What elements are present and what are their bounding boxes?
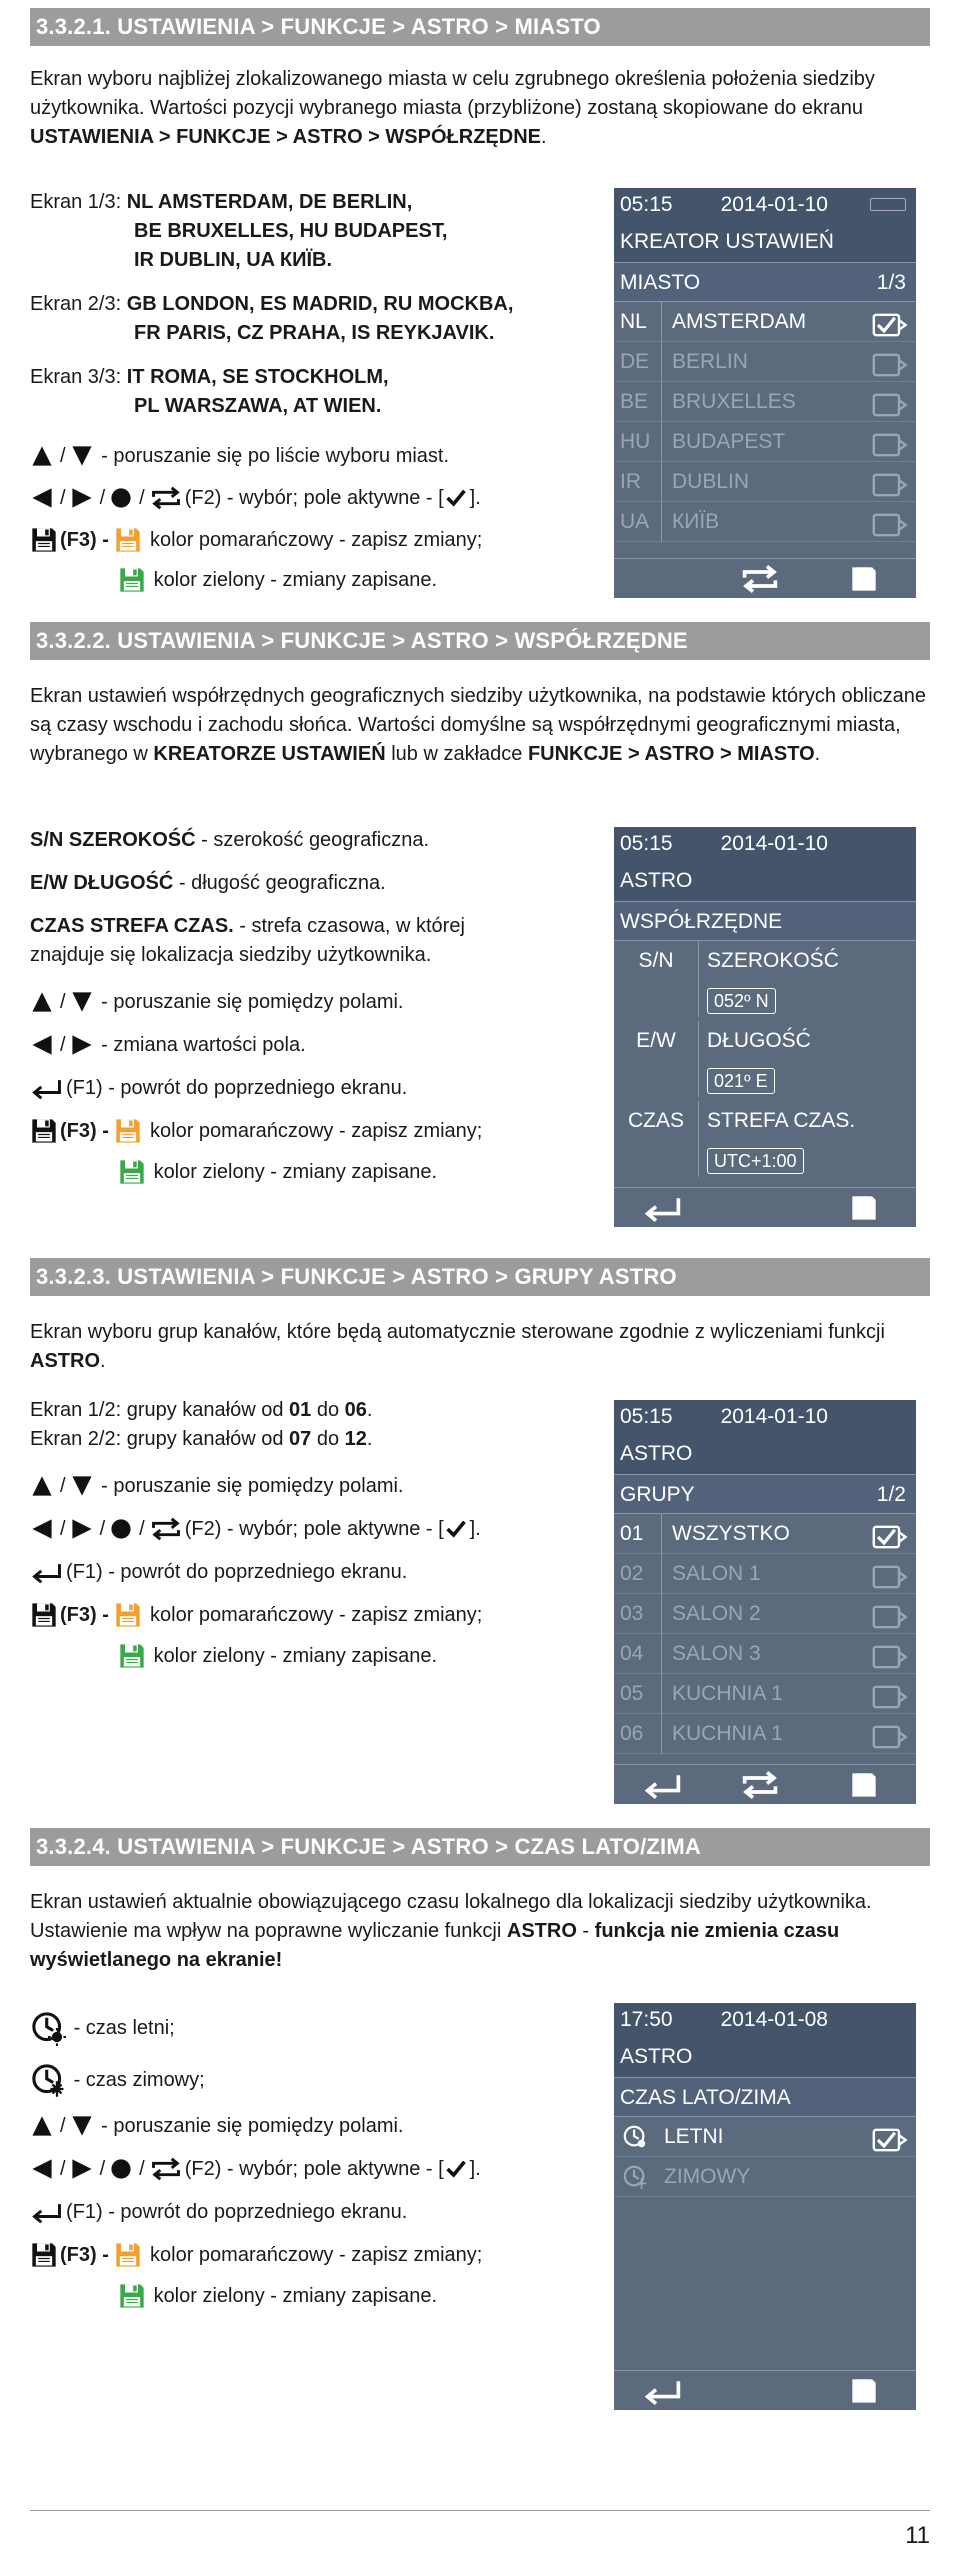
down-arrow-icon — [70, 444, 94, 468]
ok-dot-icon — [109, 2157, 133, 2181]
item-code: IR — [620, 462, 662, 502]
device-date: 2014-01-08 — [720, 2008, 828, 2031]
save-row — [30, 1599, 482, 1631]
device-softkeys — [614, 1187, 916, 1227]
tz-label-cell — [698, 1101, 855, 1177]
section-heading-grupy: 3.3.2.3. USTAWIENIA > FUNKCJE > ASTRO > GRUPY ASTRO — [30, 1258, 930, 1296]
save-orange-text: kolor pomarańczowy - zapisz zmiany; — [150, 528, 483, 551]
save-orange-text: kolor pomarańczowy - zapisz zmiany; — [150, 1119, 483, 1142]
checkbox-empty-icon[interactable] — [872, 511, 908, 551]
list-item[interactable] — [614, 502, 916, 542]
sn-label: SZEROKOŚĆ — [707, 949, 839, 972]
device-page: 1/3 — [876, 271, 906, 294]
tz-field[interactable] — [614, 1101, 916, 1181]
screen-3-line-2 — [30, 392, 381, 421]
option-winter[interactable] — [614, 2157, 916, 2197]
right-arrow-icon — [70, 2157, 94, 2181]
checkmark-icon — [444, 2157, 468, 2181]
intro-text: Ekran wyboru grup kanałów, które będą automatycznie sterowane zgodnie z wyliczeniami funkcji — [30, 1321, 885, 1343]
section-heading-miasto: 3.3.2.1. USTAWIENIA > FUNKCJE > ASTRO > MIASTO — [30, 8, 930, 46]
intro-text: Ekran ustawień współrzędnych geograficznych siedziby użytkownika, na podstawie których obliczane są czasy wschodu i zachodu słońca. Wartości domyślne są współrzędnymi geograficznymi miasta, wybranego w — [30, 685, 927, 765]
nav-updown-text: - poruszanie się po liście wyboru miast. — [101, 444, 450, 467]
ok-dot-icon — [109, 486, 133, 510]
intro-bold: ASTRO — [506, 1920, 577, 1942]
nav-updown-text: - poruszanie się pomiędzy polami. — [101, 2114, 404, 2137]
save-key: (F3) - — [60, 528, 109, 551]
save-icon[interactable] — [850, 2377, 878, 2410]
save-key: (F3) - — [60, 2243, 109, 2266]
nav-select-text: (F2) - wybór; pole aktywne - [ — [184, 1517, 444, 1540]
save-key: (F3) - — [60, 1119, 109, 1142]
dot: . — [366, 1399, 373, 1421]
device-status-bar — [614, 827, 916, 861]
nav-select-row: / / / (F2) - wybór; pole aktywne - [ ]. — [30, 482, 481, 514]
nav-select-end: ]. — [469, 486, 481, 509]
tz-value[interactable]: UTC+1:00 — [707, 1148, 804, 1174]
item-code: 05 — [620, 1674, 662, 1714]
dot: . — [366, 1428, 373, 1450]
list-item[interactable] — [614, 1594, 916, 1634]
intro-end: . — [540, 126, 547, 148]
item-code: NL — [620, 302, 662, 342]
tz-line — [30, 912, 465, 941]
checkmark-icon — [444, 486, 468, 510]
item-name: BERLIN — [672, 350, 748, 373]
right-arrow-icon — [70, 1517, 94, 1541]
item-code: 02 — [620, 1554, 662, 1594]
back-icon[interactable] — [642, 2377, 684, 2410]
screen-cities: IR DUBLIN, UA КИЇВ. — [134, 249, 333, 271]
save-orange-icon — [114, 1117, 142, 1145]
device-title: ASTRO — [614, 861, 916, 901]
right-arrow-icon — [70, 1033, 94, 1057]
back-icon[interactable] — [642, 1771, 684, 1804]
up-arrow-icon — [30, 1474, 54, 1498]
back-text: (F1) - powrót do poprzedniego ekranu. — [66, 1076, 408, 1099]
item-name: SALON 2 — [672, 1602, 761, 1625]
up-arrow-icon — [30, 990, 54, 1014]
device-page: 1/2 — [876, 1483, 906, 1506]
section-heading-czas: 3.3.2.4. USTAWIENIA > FUNKCJE > ASTRO > CZAS LATO/ZIMA — [30, 1828, 930, 1866]
item-code: DE — [620, 342, 662, 382]
screen-2-line — [30, 290, 513, 319]
tz-label: STREFA CZAS. — [707, 1109, 856, 1132]
ew-value[interactable]: 021º E — [707, 1068, 775, 1094]
back-row — [30, 1072, 407, 1104]
save-green-icon — [118, 2282, 146, 2310]
save-icon — [30, 526, 58, 554]
winter-time-icon — [30, 2062, 66, 2098]
screen-cities: GB LONDON, ES MADRID, RU MOCKBA, — [126, 293, 514, 315]
ew-text: - długość geograficzna. — [173, 872, 386, 894]
save-green-row — [118, 1156, 437, 1188]
save-orange-icon — [114, 1601, 142, 1629]
screen-text: Ekran 2/2: grupy kanałów od — [30, 1428, 290, 1450]
cycle-icon[interactable] — [739, 565, 781, 598]
nav-updown-row: / - poruszanie się pomiędzy polami. — [30, 1470, 404, 1502]
nav-updown-text: - poruszanie się pomiędzy polami. — [101, 990, 404, 1013]
nav-select-row: / / / (F2) - wybór; pole aktywne - [ ]. — [30, 2153, 481, 2185]
ew-line — [30, 869, 386, 898]
screen-from: 01 — [289, 1399, 312, 1421]
intro-miasto — [30, 65, 930, 152]
intro-bold: USTAWIENIA > FUNKCJE > ASTRO > WSPÓŁRZĘDNE — [30, 126, 541, 148]
device-status-bar — [614, 1400, 916, 1434]
list-item[interactable] — [614, 1674, 916, 1714]
device-status-bar — [614, 2003, 916, 2037]
device-time: 05:15 — [620, 193, 673, 216]
device-subtitle — [614, 1474, 916, 1514]
sn-value[interactable]: 052º N — [707, 988, 776, 1014]
device-screen-wspolrzedne — [614, 827, 916, 1227]
screen-cities: PL WARSZAWA, AT WIEN. — [134, 395, 382, 417]
nav-updown-row: / - poruszanie się po liście wyboru miast. — [30, 440, 449, 472]
intro-bold: ASTRO — [30, 1350, 100, 1372]
down-arrow-icon — [70, 2114, 94, 2138]
item-name: SALON 3 — [672, 1642, 761, 1665]
screen-1-line-3 — [30, 246, 332, 275]
device-sub-label: MIASTO — [620, 271, 701, 294]
screen-to: 06 — [344, 1399, 367, 1421]
option-label: ZIMOWY — [664, 2165, 751, 2188]
list-item[interactable] — [614, 1514, 916, 1554]
tz-code: CZAS — [627, 1109, 684, 1132]
back-icon — [30, 1558, 64, 1586]
nav-lr-row: / - zmiana wartości pola. — [30, 1029, 306, 1061]
up-arrow-icon — [30, 2114, 54, 2138]
footer-divider — [30, 2510, 930, 2511]
ew-field[interactable] — [614, 1021, 916, 1101]
save-green-row — [118, 1640, 437, 1672]
nav-select-row: / / / (F2) - wybór; pole aktywne - [ ]. — [30, 1513, 481, 1545]
left-arrow-icon — [30, 486, 54, 510]
list-item[interactable] — [614, 462, 916, 502]
item-name: KUCHNIA 1 — [672, 1682, 783, 1705]
back-row — [30, 1556, 407, 1588]
screen-cities: BE BRUXELLES, HU BUDAPEST, — [134, 220, 448, 242]
save-green-text: kolor zielony - zmiany zapisane. — [153, 1160, 438, 1183]
ew-bold: E/W DŁUGOŚĆ — [30, 872, 174, 894]
cycle-icon[interactable] — [739, 1771, 781, 1804]
sn-bold: S/N SZEROKOŚĆ — [30, 829, 196, 851]
summer-text: - czas letni; — [73, 2016, 175, 2039]
device-softkeys — [614, 558, 916, 598]
intro-text: Ekran ustawień aktualnie obowiązującego czasu lokalnego dla lokalizacji siedziby użytkownika. Ustawienie ma wpływ na poprawne wyliczanie funkcji — [30, 1891, 872, 1942]
screen-cities: NL AMSTERDAM, DE BERLIN, — [126, 191, 413, 213]
back-icon[interactable] — [642, 1194, 684, 1227]
sn-code: S/N — [638, 949, 674, 972]
device-screen-grupy — [614, 1400, 916, 1804]
save-green-text: kolor zielony - zmiany zapisane. — [153, 568, 438, 591]
back-icon — [30, 2198, 64, 2226]
back-icon — [30, 1074, 64, 1102]
save-green-icon — [118, 1642, 146, 1670]
intro-bold: FUNKCJE > ASTRO > MIASTO — [527, 743, 815, 765]
item-name: WSZYSTKO — [672, 1522, 790, 1545]
intro-grupy — [30, 1318, 930, 1376]
ew-label: DŁUGOŚĆ — [707, 1029, 811, 1052]
intro-bold: KREATORZE USTAWIEŃ — [153, 743, 386, 765]
list-item[interactable] — [614, 382, 916, 422]
left-arrow-icon — [30, 2157, 54, 2181]
list-item[interactable] — [614, 342, 916, 382]
device-screen-czas — [614, 2003, 916, 2410]
save-row — [30, 2239, 482, 2271]
save-green-row — [118, 2280, 437, 2312]
save-orange-text: kolor pomarańczowy - zapisz zmiany; — [150, 2243, 483, 2266]
summer-row — [30, 2012, 175, 2044]
device-title: ASTRO — [614, 1434, 916, 1474]
list-item[interactable] — [614, 422, 916, 462]
device-date: 2014-01-10 — [720, 1405, 828, 1428]
intro-mid: - — [576, 1920, 595, 1942]
save-green-text: kolor zielony - zmiany zapisane. — [153, 1644, 438, 1667]
item-code: BE — [620, 382, 662, 422]
nav-select-text: (F2) - wybór; pole aktywne - [ — [184, 2157, 444, 2180]
down-arrow-icon — [70, 1474, 94, 1498]
right-arrow-icon — [70, 486, 94, 510]
checkbox-empty-icon[interactable] — [872, 1723, 908, 1763]
item-code: HU — [620, 422, 662, 462]
item-code: 01 — [620, 1514, 662, 1554]
screen-mid: do — [311, 1399, 345, 1421]
sn-field[interactable] — [614, 941, 916, 1021]
save-green-icon — [118, 566, 146, 594]
device-screen-miasto — [614, 188, 916, 598]
back-text: (F1) - powrót do poprzedniego ekranu. — [66, 2200, 408, 2223]
screen-1-line — [30, 1396, 372, 1425]
checkmark-icon — [444, 1517, 468, 1541]
save-icon — [30, 2241, 58, 2269]
nav-updown-row: / - poruszanie się pomiędzy polami. — [30, 2110, 404, 2142]
screen-cities: FR PARIS, CZ PRAHA, IS REYKJAVIK. — [134, 322, 495, 344]
device-date: 2014-01-10 — [720, 193, 828, 216]
intro-wspolrzedne — [30, 682, 930, 769]
tz-text-2: znajduje się lokalizacja siedziby użytkownika. — [30, 944, 432, 966]
screen-1-line — [30, 188, 412, 217]
back-text: (F1) - powrót do poprzedniego ekranu. — [66, 1560, 408, 1583]
intro-bold: funkcja nie zmienia czasu wyświetlanego na ekranie! — [30, 1920, 840, 1971]
device-softkeys — [614, 1764, 916, 1804]
device-time: 05:15 — [620, 832, 673, 855]
cycle-icon — [149, 484, 183, 512]
ok-dot-icon — [109, 1517, 133, 1541]
winter-time-icon — [622, 2164, 648, 2204]
ew-code: E/W — [636, 1029, 676, 1052]
intro-text: Ekran wyboru najbliżej zlokalizowanego miasta w celu zgrubnego określenia położenia siedziby użytkownika. Wartości pozycji wybranego miasta (przybliżone) zostaną skopiowane do ekranu — [30, 68, 875, 119]
device-softkeys — [614, 2370, 916, 2410]
option-summer[interactable] — [614, 2117, 916, 2157]
cycle-icon — [149, 1515, 183, 1543]
nav-select-text: (F2) - wybór; pole aktywne - [ — [184, 486, 444, 509]
item-name: SALON 1 — [672, 1562, 761, 1585]
left-arrow-icon — [30, 1517, 54, 1541]
item-name: DUBLIN — [672, 470, 750, 493]
save-icon[interactable] — [850, 1771, 878, 1804]
device-date: 2014-01-10 — [720, 832, 828, 855]
device-title: KREATOR USTAWIEŃ — [614, 222, 916, 262]
screen-2-line — [30, 1425, 372, 1454]
up-arrow-icon — [30, 444, 54, 468]
screen-text: Ekran 1/2: grupy kanałów od — [30, 1399, 290, 1421]
save-green-row — [118, 564, 437, 596]
screen-label: Ekran 2/3: — [30, 293, 122, 315]
save-green-text: kolor zielony - zmiany zapisane. — [153, 2284, 438, 2307]
device-title: ASTRO — [614, 2037, 916, 2077]
left-arrow-icon — [30, 1033, 54, 1057]
screen-3-line — [30, 363, 389, 392]
nav-updown-row: / - poruszanie się pomiędzy polami. — [30, 986, 404, 1018]
intro-end: . — [100, 1350, 106, 1372]
ew-label-cell — [698, 1021, 811, 1097]
page-number: 11 — [905, 2522, 930, 2549]
device-status-bar — [614, 188, 916, 222]
save-orange-icon — [114, 2241, 142, 2269]
save-icon — [30, 1117, 58, 1145]
winter-row — [30, 2064, 205, 2096]
cycle-icon — [149, 2155, 183, 2183]
device-subtitle: CZAS LATO/ZIMA — [614, 2077, 916, 2117]
list-item[interactable] — [614, 1554, 916, 1594]
save-orange-text: kolor pomarańczowy - zapisz zmiany; — [150, 1603, 483, 1626]
tz-bold: CZAS STREFA CZAS. — [30, 915, 234, 937]
nav-select-end: ]. — [469, 1517, 481, 1540]
summer-time-icon — [30, 2010, 66, 2046]
screen-1-line-2 — [30, 217, 447, 246]
nav-updown-text: - poruszanie się pomiędzy polami. — [101, 1474, 404, 1497]
save-row — [30, 1115, 482, 1147]
save-icon[interactable] — [850, 565, 878, 598]
screen-label: Ekran 1/3: — [30, 191, 122, 213]
item-code: 03 — [620, 1594, 662, 1634]
nav-lr-text: - zmiana wartości pola. — [101, 1033, 306, 1056]
device-time: 05:15 — [620, 1405, 673, 1428]
save-key: (F3) - — [60, 1603, 109, 1626]
item-name: KUCHNIA 1 — [672, 1722, 783, 1745]
section-heading-wspolrzedne: 3.3.2.2. USTAWIENIA > FUNKCJE > ASTRO > WSPÓŁRZĘDNE — [30, 622, 930, 660]
screen-cities: IT ROMA, SE STOCKHOLM, — [126, 366, 389, 388]
save-icon — [30, 1601, 58, 1629]
item-name: КИЇВ — [672, 510, 720, 533]
list-item[interactable] — [614, 302, 916, 342]
screen-label: Ekran 3/3: — [30, 366, 122, 388]
screen-to: 12 — [344, 1428, 367, 1450]
save-row — [30, 524, 482, 556]
intro-czas — [30, 1888, 930, 1975]
item-name: AMSTERDAM — [672, 310, 807, 333]
back-row — [30, 2196, 407, 2228]
sn-label-cell — [698, 941, 839, 1017]
nav-select-end: ]. — [469, 2157, 481, 2180]
screen-mid: do — [311, 1428, 345, 1450]
tz-text: - strefa czasowa, w której — [233, 915, 465, 937]
list-item[interactable] — [614, 1634, 916, 1674]
save-icon[interactable] — [850, 1194, 878, 1227]
option-label: LETNI — [664, 2125, 724, 2148]
winter-text: - czas zimowy; — [73, 2068, 205, 2091]
screen-2-line-2 — [30, 319, 494, 348]
device-subtitle: WSPÓŁRZĘDNE — [614, 901, 916, 941]
sn-line — [30, 826, 429, 855]
item-code: 06 — [620, 1714, 662, 1754]
item-code: 04 — [620, 1634, 662, 1674]
down-arrow-icon — [70, 990, 94, 1014]
device-sub-label: GRUPY — [620, 1483, 695, 1506]
device-subtitle — [614, 262, 916, 302]
intro-mid: lub w zakładce — [385, 743, 528, 765]
screen-from: 07 — [289, 1428, 312, 1450]
list-item[interactable] — [614, 1714, 916, 1754]
device-time: 17:50 — [620, 2008, 673, 2031]
item-name: BUDAPEST — [672, 430, 786, 453]
tz-line-2 — [30, 941, 431, 970]
sn-text: - szerokość geograficzna. — [195, 829, 430, 851]
intro-end: . — [814, 743, 821, 765]
item-code: UA — [620, 502, 662, 542]
save-orange-icon — [114, 526, 142, 554]
save-green-icon — [118, 1158, 146, 1186]
item-name: BRUXELLES — [672, 390, 796, 413]
battery-icon — [870, 198, 906, 211]
